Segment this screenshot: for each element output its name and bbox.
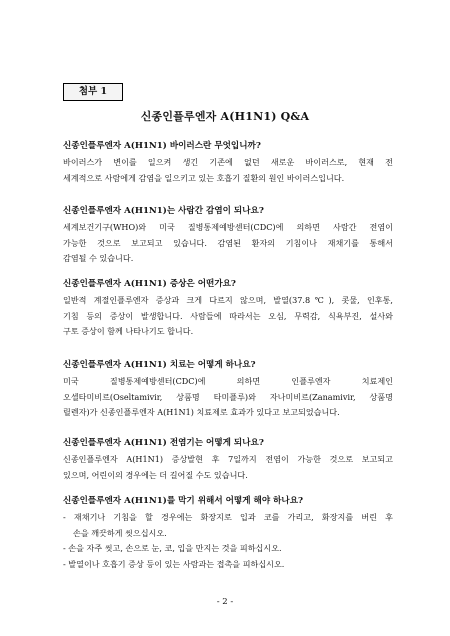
answer-line: 구토 증상이 함께 나타나기도 합니다. — [63, 326, 194, 336]
answer-line: 기침 등의 증상이 발생합니다. 사람들에 따라서는 오심, 무력감, 식욕부진, 설사와 — [63, 310, 393, 321]
answer-6 — [63, 510, 393, 572]
answer-3 — [63, 293, 393, 340]
answer-line: 있으며, 어린이의 경우에는 더 길어질 수도 있습니다. — [63, 469, 248, 480]
bullet-item: - 재채기나 기침을 할 경우에는 화장지로 입과 코를 가리고, 화장지를 버린 후 — [63, 512, 393, 522]
bullet-item: - 발열이나 호흡기 증상 등이 있는 사람과는 접촉을 피하십시오. — [63, 558, 285, 569]
qa-section-4 — [63, 359, 393, 421]
question-4: 신종인플루엔자 A(H1N1) 치료는 어떻게 하나요? — [63, 360, 256, 370]
answer-1 — [63, 155, 393, 186]
answer-line: 바이러스가 변이를 일으켜 생긴 기존에 없던 새로운 바이러스로, 현재 전 — [63, 157, 393, 167]
answer-line: 가능한 것으로 보고되고 있습니다. 감염된 환자의 기침이나 재채기를 통해서 — [63, 237, 393, 248]
answer-line: 미국 질병통제예방센터(CDC)에 의하면 인플루엔자 치료제인 — [63, 376, 393, 386]
page-number: - 2 - — [216, 597, 234, 607]
qa-section-6 — [63, 495, 393, 572]
question-1: 신종인플루엔자 A(H1N1) 바이러스란 무엇입니까? — [63, 141, 261, 151]
bullet-item: - 손을 자주 씻고, 손으로 눈, 코, 입을 만지는 것을 피하십시오. — [63, 543, 282, 553]
answer-line: 일반적 계절인플루엔자 증상과 크게 다르지 않으며, 발열(37.8℃), 콧물, 인후통, — [63, 295, 393, 305]
answer-line: 감염될 수 있습니다. — [63, 253, 134, 263]
attachment-badge: 첨부 1 — [63, 83, 123, 101]
answer-line: 오셀타미비르(Oseltamivir, 상품명 타미플루)와 자나미비르(Zanamivir, 상품명 — [63, 391, 393, 402]
answer-line: 세계적으로 사람에게 감염을 일으키고 있는 호흡기 질환의 원인 바이러스입니다. — [63, 172, 345, 183]
question-2: 신종인플루엔자 A(H1N1)는 사람간 감염이 되나요? — [63, 206, 264, 216]
answer-4 — [63, 374, 393, 421]
qa-section-1 — [63, 140, 393, 186]
question-6: 신종인플루엔자 A(H1N1)를 막기 위해서 어떻게 해야 하나요? — [63, 496, 304, 506]
bullet-item-continuation: 손을 깨끗하게 씻으십시오. — [73, 527, 167, 538]
qa-section-2 — [63, 205, 393, 267]
answer-2 — [63, 220, 393, 267]
answer-5 — [63, 452, 393, 483]
qa-section-3 — [63, 278, 393, 340]
answer-line: 세계보건기구(WHO)와 미국 질병통제예방센터(CDC)에 의하면 사람간 전염이 — [63, 222, 393, 232]
question-5: 신종인플루엔자 A(H1N1) 전염기는 어떻게 되나요? — [63, 438, 264, 448]
page-title: 신종인플루엔자 A(H1N1) Q&A — [140, 110, 310, 123]
answer-line: 신종인플루엔자 A(H1N1) 증상발현 후 7일까지 전염이 가능한 것으로 보고되고 — [63, 454, 393, 464]
question-3: 신종인플루엔자 A(H1N1) 증상은 어떤가요? — [63, 279, 236, 289]
qa-section-5 — [63, 437, 393, 483]
answer-line: 릴렌자)가 신종인플루엔자 A(H1N1) 치료제로 효과가 있다고 보고되었습니다. — [63, 407, 340, 417]
